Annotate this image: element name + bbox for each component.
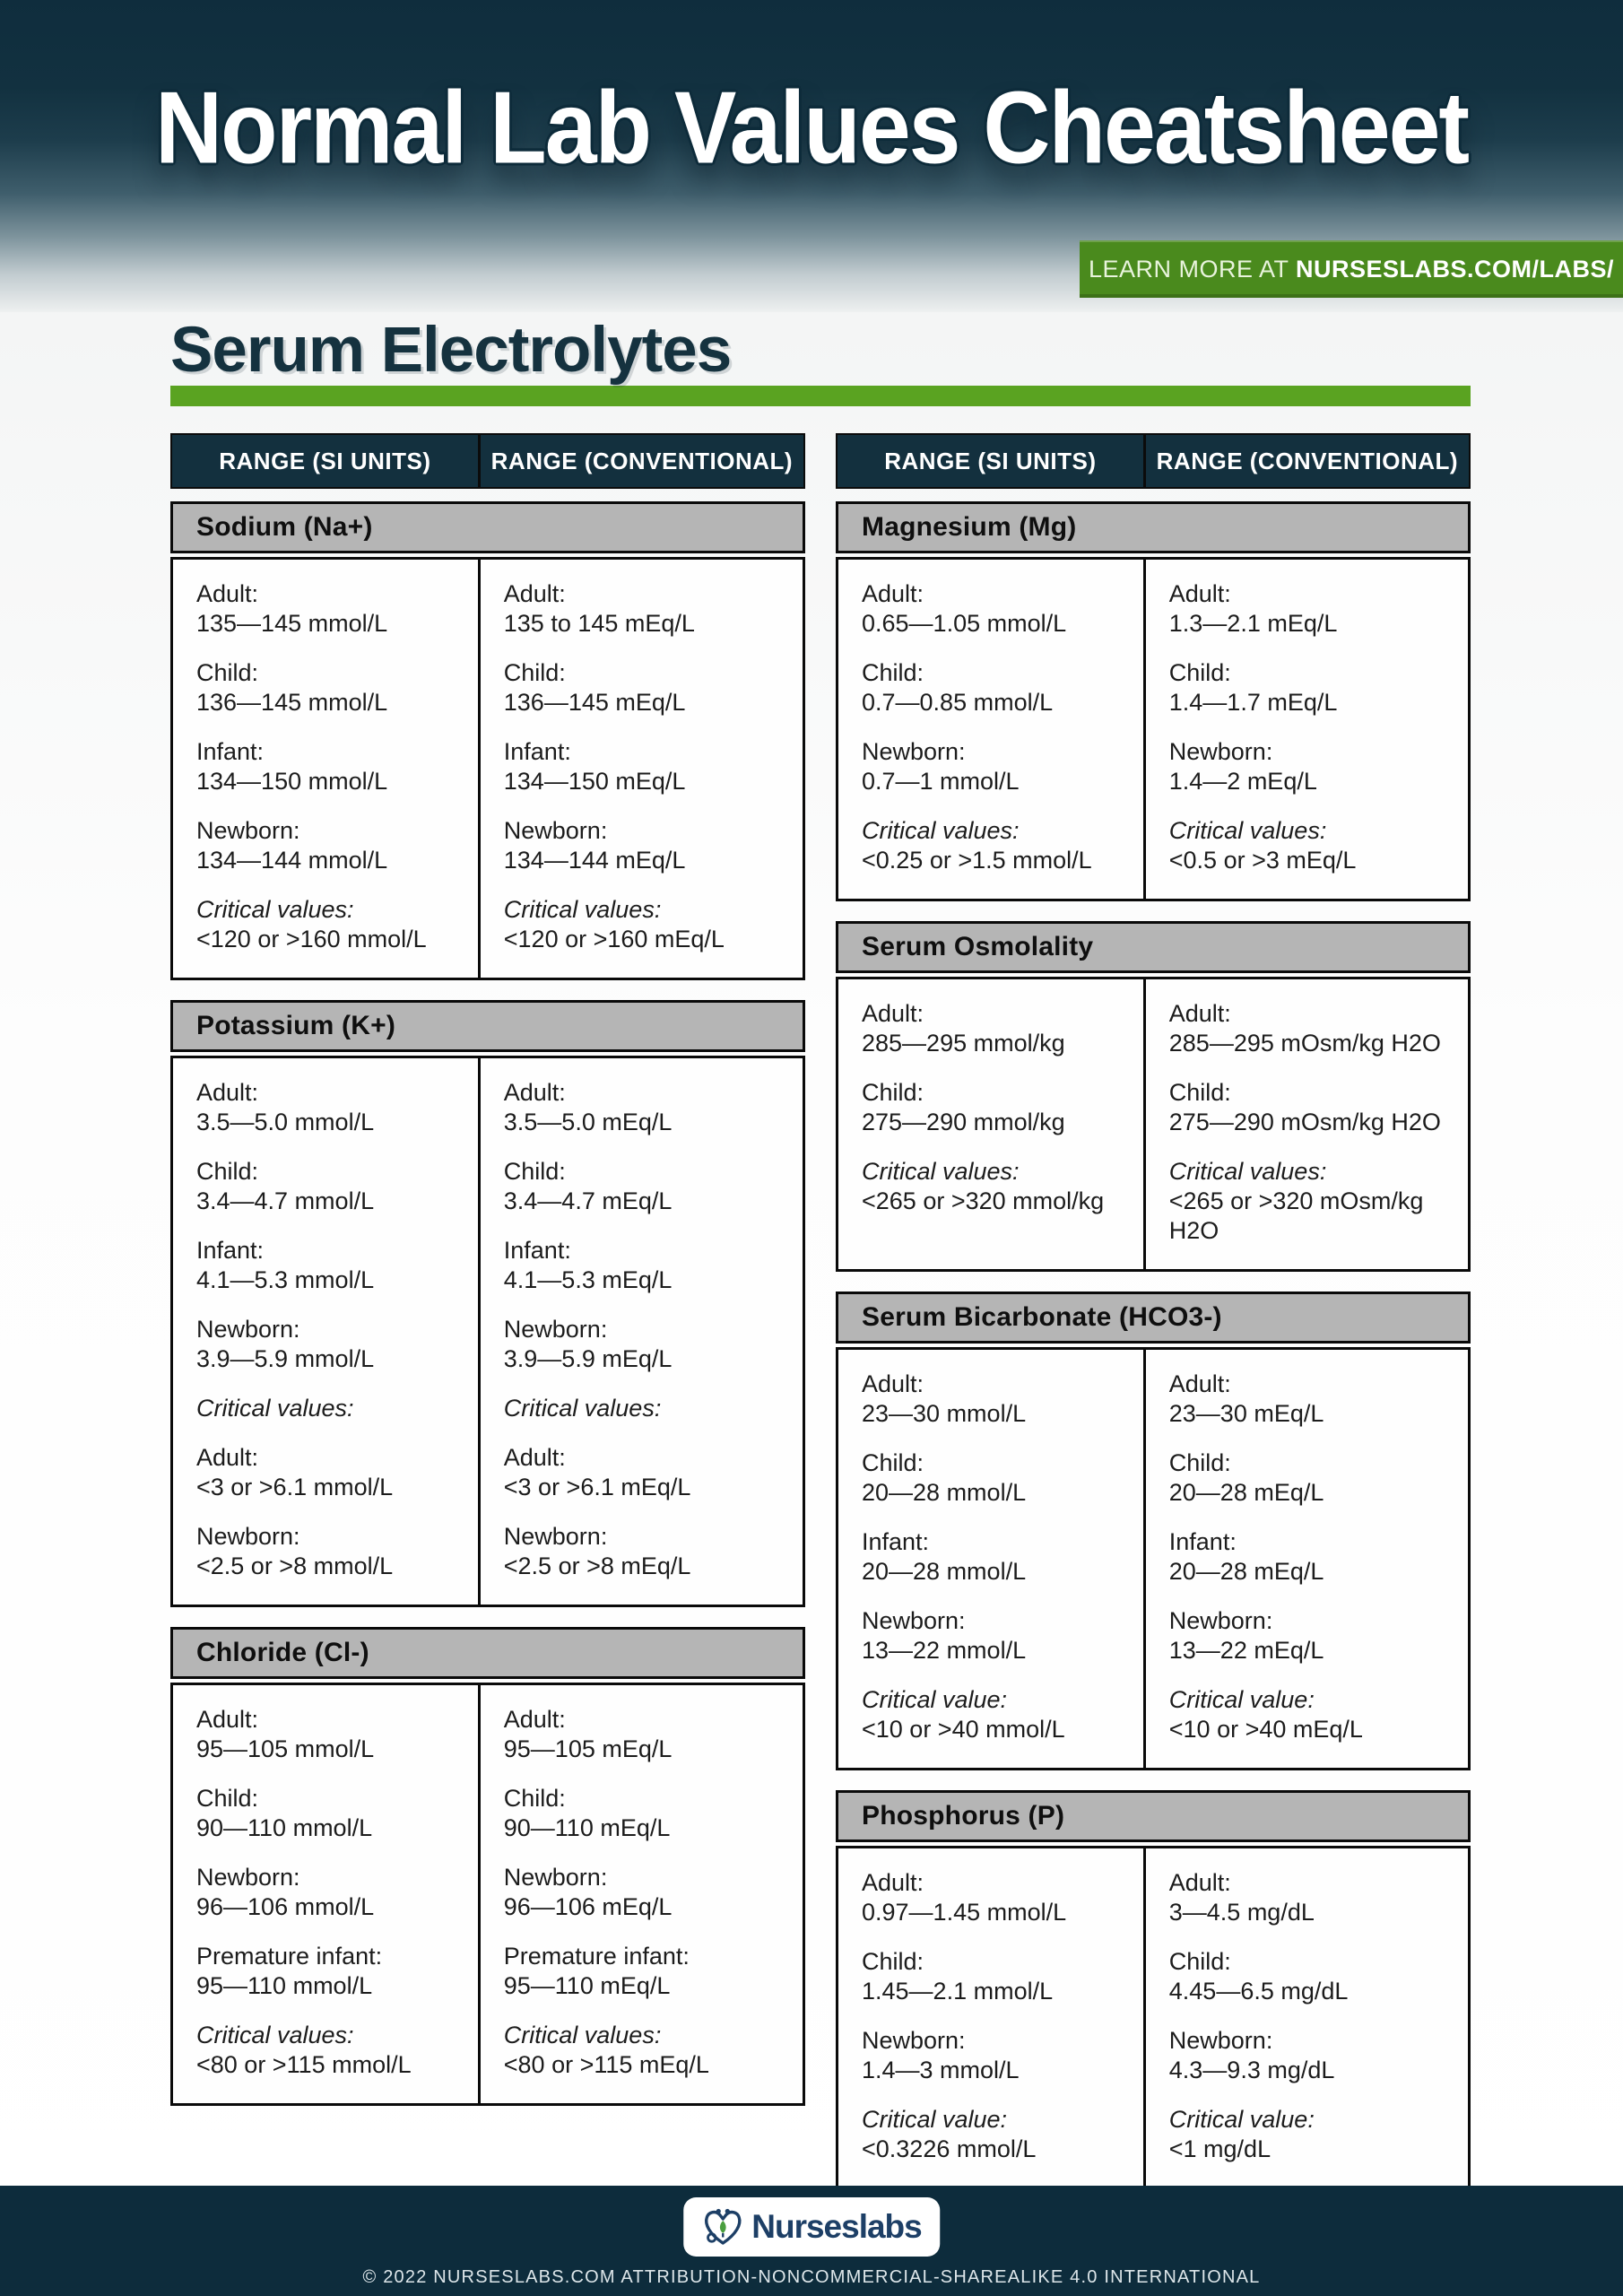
section-body — [170, 557, 805, 980]
range-entry-value: 0.97—1.45 mmol/L — [862, 1899, 1067, 1926]
section-header: Sodium (Na+) — [170, 501, 805, 553]
conventional-range-cell — [1143, 1848, 1468, 2187]
analyte-section — [170, 501, 805, 980]
range-entry-value: 285—295 mmol/kg — [862, 1030, 1065, 1057]
nurseslabs-logo-text: Nurseslabs — [751, 2208, 922, 2245]
range-entry-value: 3.9—5.9 mEq/L — [503, 1345, 673, 1372]
column-header-si: RANGE (SI UNITS) — [219, 447, 431, 474]
range-entry-value: 275—290 mmol/kg — [862, 1109, 1065, 1135]
range-entry — [862, 1448, 1124, 1508]
range-entry — [504, 1078, 783, 1137]
range-entry — [862, 1370, 1124, 1429]
footer-bar — [0, 2186, 1623, 2296]
range-entry — [862, 1157, 1124, 1216]
section-body — [836, 1347, 1471, 1770]
range-entry-value: 90—110 mmol/L — [196, 1814, 373, 1841]
range-entry-label: Adult: — [503, 580, 566, 607]
si-range-cell — [838, 1350, 1143, 1768]
range-entry — [196, 1315, 458, 1374]
range-entry-label: Infant: — [503, 1237, 571, 1264]
range-entry-value: 1.4—2 mEq/L — [1168, 768, 1317, 795]
nurseslabs-heart-icon — [701, 2206, 744, 2248]
range-entry-value: 95—110 mmol/L — [196, 1972, 373, 1999]
range-entry-label: Premature infant: — [196, 1943, 383, 1970]
range-entry — [504, 658, 783, 718]
si-range-cell — [173, 560, 478, 978]
banner-link[interactable]: NURSESLABS.COM/LABS/ — [1296, 255, 1615, 283]
range-entry-label: Critical values: — [196, 2022, 354, 2048]
range-entry-label: Child: — [862, 659, 924, 686]
range-entry-label: Critical values: — [503, 896, 662, 923]
range-entry-label: Adult: — [196, 1444, 259, 1471]
section-body — [836, 557, 1471, 901]
conventional-range-cell — [478, 560, 803, 978]
range-entry-label: Child: — [1168, 1079, 1231, 1106]
range-entry — [1169, 1448, 1448, 1508]
range-entry-value: 134—150 mEq/L — [503, 768, 686, 795]
column-header-conventional: RANGE (CONVENTIONAL) — [478, 435, 803, 487]
range-entry-label: Child: — [1168, 659, 1231, 686]
range-entry — [1169, 1370, 1448, 1429]
range-entry — [1169, 1947, 1448, 2006]
range-entry-value: <10 or >40 mEq/L — [1168, 1716, 1363, 1743]
range-entry-label: Infant: — [862, 1528, 930, 1555]
range-entry-value: 3.9—5.9 mmol/L — [196, 1345, 375, 1372]
range-entry-value: 95—105 mmol/L — [196, 1735, 375, 1762]
section-body — [170, 1683, 805, 2106]
range-entry — [504, 737, 783, 796]
range-entry — [196, 1394, 458, 1423]
range-entry-value: 135 to 145 mEq/L — [503, 610, 695, 637]
range-entry-label: Adult: — [196, 1079, 259, 1106]
range-entry-value: 3.4—4.7 mEq/L — [503, 1187, 673, 1214]
range-entry-label: Newborn: — [196, 1864, 300, 1891]
range-entry-value: <0.25 or >1.5 mmol/L — [862, 847, 1092, 874]
range-entry — [504, 1705, 783, 1764]
range-entry — [1169, 1527, 1448, 1587]
range-entry-label: Infant: — [1168, 1528, 1237, 1555]
range-entry-value: <80 or >115 mEq/L — [503, 2051, 709, 2078]
section-header: Chloride (Cl-) — [170, 1627, 805, 1679]
range-entry-value: <0.3226 mmol/L — [862, 2135, 1037, 2162]
range-entry-label: Adult: — [1168, 1869, 1231, 1896]
range-entry-value: <2.5 or >8 mEq/L — [503, 1552, 691, 1579]
range-entry-label: Newborn: — [1168, 2027, 1273, 2054]
range-entry — [1169, 999, 1448, 1058]
range-entry-label: Adult: — [503, 1079, 566, 1106]
range-entry-label: Newborn: — [196, 817, 300, 844]
range-entry — [196, 1236, 458, 1295]
range-entry-value: <0.5 or >3 mEq/L — [1168, 847, 1357, 874]
range-entry-label: Adult: — [862, 1370, 924, 1397]
range-entry-label: Newborn: — [1168, 738, 1273, 765]
analyte-section — [170, 1627, 805, 2106]
table-column-headers — [836, 433, 1471, 489]
range-entry — [504, 1784, 783, 1843]
range-entry-label: Adult: — [862, 580, 924, 607]
range-entry-label: Critical value: — [1168, 1686, 1315, 1713]
range-entry-value: 134—150 mmol/L — [196, 768, 388, 795]
range-entry — [504, 1315, 783, 1374]
range-entry — [504, 1394, 783, 1423]
range-entry-label: Adult: — [503, 1706, 566, 1733]
range-entry-value: 3—4.5 mg/dL — [1168, 1899, 1315, 1926]
range-entry-label: Critical values: — [196, 896, 354, 923]
copyright-line: © 2022 NURSESLABS.COM ATTRIBUTION-NONCOMMERCIAL-SHAREALIKE 4.0 INTERNATIONAL — [362, 2267, 1261, 2287]
range-entry — [862, 999, 1124, 1058]
range-entry-value: <265 or >320 mOsm/kg H2O — [1168, 1187, 1424, 1244]
range-entry-value: 23—30 mEq/L — [1168, 1400, 1324, 1427]
range-entry — [196, 658, 458, 718]
range-entry-value: 4.1—5.3 mmol/L — [196, 1266, 375, 1293]
range-entry-value: 1.4—1.7 mEq/L — [1168, 689, 1338, 716]
range-entry-label: Critical value: — [1168, 2106, 1315, 2133]
analyte-section — [170, 1000, 805, 1607]
range-entry-label: Critical values: — [503, 2022, 662, 2048]
range-entry-value: 134—144 mmol/L — [196, 847, 388, 874]
conventional-range-cell — [478, 1685, 803, 2103]
range-entry — [1169, 579, 1448, 639]
banner-prefix: LEARN MORE AT — [1088, 255, 1297, 283]
conventional-range-cell — [478, 1058, 803, 1605]
range-entry-value: 95—110 mEq/L — [503, 1972, 671, 1999]
range-entry-value: <3 or >6.1 mEq/L — [503, 1474, 691, 1500]
range-entry-value: 4.1—5.3 mEq/L — [503, 1266, 673, 1293]
section-header: Potassium (K+) — [170, 1000, 805, 1052]
section-body — [836, 977, 1471, 1272]
analyte-section — [836, 501, 1471, 901]
range-entry-label: Newborn: — [503, 1864, 608, 1891]
section-body — [170, 1056, 805, 1607]
section-header: Serum Bicarbonate (HCO3-) — [836, 1292, 1471, 1344]
range-entry-value: 20—28 mEq/L — [1168, 1558, 1324, 1585]
range-entry-label: Child: — [862, 1079, 924, 1106]
range-entry — [1169, 1868, 1448, 1927]
range-entry-label: Adult: — [862, 1869, 924, 1896]
range-entry — [1169, 1157, 1448, 1246]
range-entry-label: Critical values: — [503, 1395, 662, 1422]
range-entry-label: Child: — [503, 1158, 566, 1185]
range-entry-label: Newborn: — [196, 1316, 300, 1343]
range-entry — [1169, 1078, 1448, 1137]
si-range-cell — [838, 1848, 1143, 2187]
range-entry-value: 1.45—2.1 mmol/L — [862, 1978, 1054, 2005]
range-entry — [504, 895, 783, 954]
range-entry — [1169, 1606, 1448, 1665]
nurseslabs-logo — [683, 2197, 940, 2257]
range-entry-label: Newborn: — [503, 1523, 608, 1550]
section-header: Serum Osmolality — [836, 921, 1471, 973]
range-entry-value: 1.3—2.1 mEq/L — [1168, 610, 1338, 637]
range-entry-value: 96—106 mEq/L — [503, 1893, 673, 1920]
column-header-conventional: RANGE (CONVENTIONAL) — [1143, 435, 1469, 487]
range-entry-value: <3 or >6.1 mmol/L — [196, 1474, 394, 1500]
range-entry — [504, 1443, 783, 1502]
range-entry-value: 20—28 mEq/L — [1168, 1479, 1324, 1506]
range-entry — [862, 1947, 1124, 2006]
range-entry — [196, 1522, 458, 1581]
range-entry-value: 4.45—6.5 mg/dL — [1168, 1978, 1349, 2005]
section-body — [836, 1846, 1471, 2190]
range-entry-label: Child: — [1168, 1449, 1231, 1476]
range-entry-value: 0.65—1.05 mmol/L — [862, 610, 1067, 637]
range-entry-label: Child: — [503, 659, 566, 686]
range-entry-value: <2.5 or >8 mmol/L — [196, 1552, 394, 1579]
range-entry — [504, 2021, 783, 2080]
range-entry — [196, 1705, 458, 1764]
range-entry-value: 285—295 mOsm/kg H2O — [1168, 1030, 1441, 1057]
range-entry-label: Adult: — [862, 1000, 924, 1027]
range-entry — [196, 1942, 458, 2001]
range-entry-label: Infant: — [196, 738, 265, 765]
range-entry-label: Infant: — [196, 1237, 265, 1264]
range-entry-value: <265 or >320 mmol/kg — [862, 1187, 1105, 1214]
conventional-range-cell — [1143, 560, 1468, 899]
range-entry-value: 3.5—5.0 mEq/L — [503, 1109, 673, 1135]
conventional-range-cell — [1143, 1350, 1468, 1768]
range-entry-value: 0.7—0.85 mmol/L — [862, 689, 1054, 716]
range-entry-value: 90—110 mEq/L — [503, 1814, 671, 1841]
range-entry — [196, 2021, 458, 2080]
range-entry-label: Newborn: — [503, 817, 608, 844]
range-entry-value: 136—145 mEq/L — [503, 689, 686, 716]
range-entry-value: 134—144 mEq/L — [503, 847, 686, 874]
range-entry-value: <1 mg/dL — [1168, 2135, 1271, 2162]
range-entry — [862, 1868, 1124, 1927]
range-entry-value: 3.4—4.7 mmol/L — [196, 1187, 375, 1214]
range-entry-label: Adult: — [1168, 1000, 1231, 1027]
range-entry-label: Child: — [503, 1785, 566, 1812]
range-entry — [504, 1522, 783, 1581]
range-entry-value: 0.7—1 mmol/L — [862, 768, 1020, 795]
column-header-si: RANGE (SI UNITS) — [884, 447, 1097, 474]
range-entry — [504, 816, 783, 875]
range-entry — [196, 737, 458, 796]
page-title: Normal Lab Values Cheatsheet — [154, 71, 1469, 186]
range-entry — [862, 1606, 1124, 1665]
range-entry-label: Critical values: — [1168, 1158, 1327, 1185]
range-entry-label: Child: — [196, 1785, 259, 1812]
section-header: Phosphorus (P) — [836, 1790, 1471, 1842]
range-entry-value: 3.5—5.0 mmol/L — [196, 1109, 375, 1135]
learn-more-banner[interactable] — [1080, 240, 1623, 298]
range-entry — [862, 2105, 1124, 2164]
conventional-range-cell — [1143, 979, 1468, 1269]
range-entry — [862, 2026, 1124, 2085]
range-entry — [862, 579, 1124, 639]
si-range-cell — [838, 560, 1143, 899]
range-entry — [504, 1236, 783, 1295]
range-entry-value: 95—105 mEq/L — [503, 1735, 673, 1762]
range-entry-value: 135—145 mmol/L — [196, 610, 388, 637]
range-entry-label: Adult: — [196, 580, 259, 607]
range-entry-label: Critical values: — [862, 1158, 1020, 1185]
range-entry-label: Adult: — [503, 1444, 566, 1471]
range-entry — [196, 1443, 458, 1502]
range-entry — [862, 737, 1124, 796]
range-entry-value: 275—290 mOsm/kg H2O — [1168, 1109, 1441, 1135]
si-range-cell — [173, 1058, 478, 1605]
green-underline — [170, 386, 1471, 406]
range-entry-label: Critical value: — [862, 2106, 1008, 2133]
range-entry — [196, 895, 458, 954]
range-entry — [862, 816, 1124, 875]
section-title: Serum Electrolytes — [170, 315, 732, 386]
range-entry — [1169, 737, 1448, 796]
range-entry-label: Adult: — [1168, 580, 1231, 607]
range-entry-value: 23—30 mmol/L — [862, 1400, 1027, 1427]
range-entry-label: Critical values: — [862, 817, 1020, 844]
range-entry-value: 96—106 mmol/L — [196, 1893, 375, 1920]
range-entry-label: Critical values: — [196, 1395, 354, 1422]
analyte-section — [836, 921, 1471, 1272]
range-entry-label: Newborn: — [503, 1316, 608, 1343]
range-entry-value: 13—22 mmol/L — [862, 1637, 1027, 1664]
analyte-section — [836, 1790, 1471, 2190]
range-entry-value: 1.4—3 mmol/L — [862, 2057, 1020, 2083]
range-entry-label: Critical values: — [1168, 817, 1327, 844]
range-entry-label: Newborn: — [862, 2027, 966, 2054]
range-entry-label: Child: — [862, 1948, 924, 1975]
range-entry-value: <120 or >160 mEq/L — [503, 926, 725, 952]
range-entry — [196, 816, 458, 875]
range-entry — [196, 579, 458, 639]
range-entry — [1169, 2105, 1448, 2164]
range-entry-label: Critical value: — [862, 1686, 1008, 1713]
range-entry — [196, 1078, 458, 1137]
range-entry-label: Newborn: — [196, 1523, 300, 1550]
range-entry-value: <120 or >160 mmol/L — [196, 926, 427, 952]
range-entry-label: Child: — [196, 1158, 259, 1185]
range-entry-value: <80 or >115 mmol/L — [196, 2051, 412, 2078]
range-entry — [1169, 1685, 1448, 1744]
range-entry — [196, 1157, 458, 1216]
range-entry — [862, 1685, 1124, 1744]
range-entry — [504, 1157, 783, 1216]
range-entry — [862, 1527, 1124, 1587]
si-range-cell — [838, 979, 1143, 1269]
range-entry-value: 20—28 mmol/L — [862, 1558, 1027, 1585]
range-entry-label: Child: — [1168, 1948, 1231, 1975]
range-entry-label: Adult: — [1168, 1370, 1231, 1397]
range-entry-label: Newborn: — [862, 738, 966, 765]
range-entry-label: Child: — [862, 1449, 924, 1476]
range-entry-label: Premature infant: — [503, 1943, 690, 1970]
range-entry — [504, 1863, 783, 1922]
range-table-right — [836, 433, 1471, 2210]
range-entry — [1169, 2026, 1448, 2085]
range-entry — [1169, 658, 1448, 718]
range-entry-value: 13—22 mEq/L — [1168, 1637, 1324, 1664]
range-entry — [196, 1863, 458, 1922]
range-entry-label: Child: — [196, 659, 259, 686]
range-entry-value: 136—145 mmol/L — [196, 689, 388, 716]
range-entry-value: 20—28 mmol/L — [862, 1479, 1027, 1506]
range-entry — [196, 1784, 458, 1843]
range-entry-label: Newborn: — [862, 1607, 966, 1634]
range-entry — [862, 658, 1124, 718]
range-entry — [504, 1942, 783, 2001]
range-entry-value: <10 or >40 mmol/L — [862, 1716, 1065, 1743]
table-column-headers — [170, 433, 805, 489]
range-entry-label: Adult: — [196, 1706, 259, 1733]
analyte-section — [836, 1292, 1471, 1770]
si-range-cell — [173, 1685, 478, 2103]
range-entry — [504, 579, 783, 639]
range-entry-label: Newborn: — [1168, 1607, 1273, 1634]
range-table-left — [170, 433, 805, 2126]
range-entry-label: Infant: — [503, 738, 571, 765]
range-entry-value: 4.3—9.3 mg/dL — [1168, 2057, 1335, 2083]
section-header: Magnesium (Mg) — [836, 501, 1471, 553]
range-entry — [862, 1078, 1124, 1137]
range-entry — [1169, 816, 1448, 875]
